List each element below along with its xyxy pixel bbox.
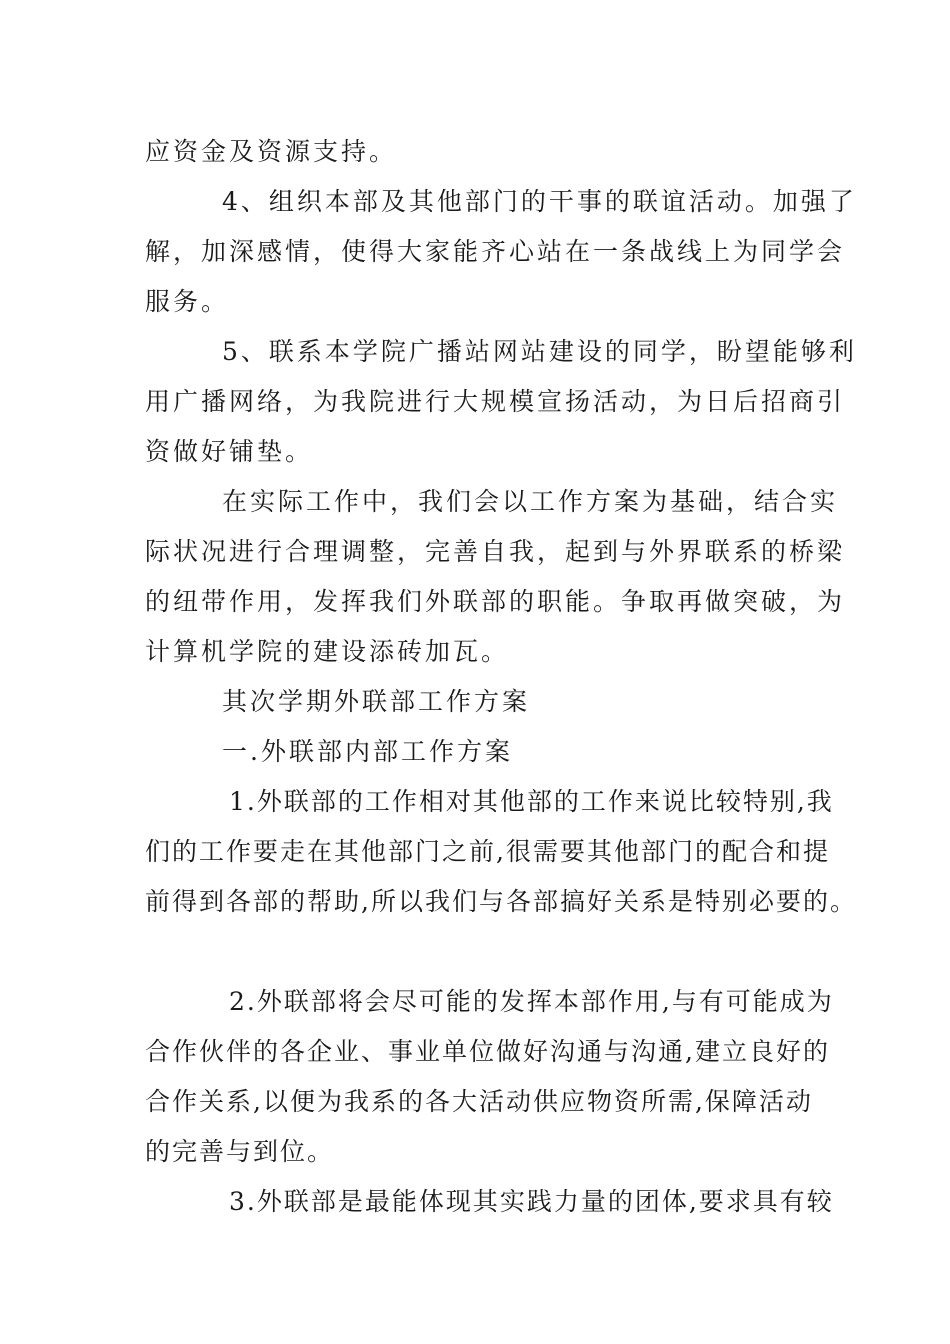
text-line: 5、联系本学院广播站网站建设的同学，盼望能够利 [222, 337, 857, 366]
text-line: 合作关系,以便为我系的各大活动供应物资所需,保障活动 [145, 1087, 813, 1116]
text-line: 前得到各部的帮助,所以我们与各部搞好关系是特别必要的。 [145, 887, 857, 916]
text-line: 3.外联部是最能体现其实践力量的团体,要求具有较 [229, 1187, 834, 1216]
text-line: 2.外联部将会尽可能的发挥本部作用,与有可能成为 [229, 987, 834, 1016]
text-line: 服务。 [145, 287, 230, 316]
text-line: 合作伙伴的各企业、事业单位做好沟通与沟通,建立良好的 [145, 1037, 830, 1066]
text-line: 1.外联部的工作相对其他部的工作来说比较特别,我 [229, 787, 834, 816]
text-line: 在实际工作中，我们会以工作方案为基础，结合实 [222, 487, 839, 516]
text-line: 的完善与到位。 [145, 1137, 335, 1166]
section-heading: 其次学期外联部工作方案 [222, 687, 531, 716]
text-line: 计算机学院的建设添砖加瓦。 [145, 637, 510, 666]
text-line: 资做好铺垫。 [145, 437, 314, 466]
text-line: 的纽带作用，发挥我们外联部的职能。争取再做突破，为 [145, 587, 846, 616]
text-line: 应资金及资源支持。 [145, 137, 398, 166]
subsection-heading: 一.外联部内部工作方案 [222, 737, 513, 766]
text-line: 4、组织本部及其他部门的干事的联谊活动。加强了 [222, 187, 857, 216]
text-line: 际状况进行合理调整，完善自我，起到与外界联系的桥梁 [145, 537, 846, 566]
text-line: 解，加深感情，使得大家能齐心站在一条战线上为同学会 [145, 237, 846, 266]
text-line: 们的工作要走在其他部门之前,很需要其他部门的配合和提 [145, 837, 830, 866]
text-line: 用广播网络，为我院进行大规模宣扬活动，为日后招商引 [145, 387, 846, 416]
